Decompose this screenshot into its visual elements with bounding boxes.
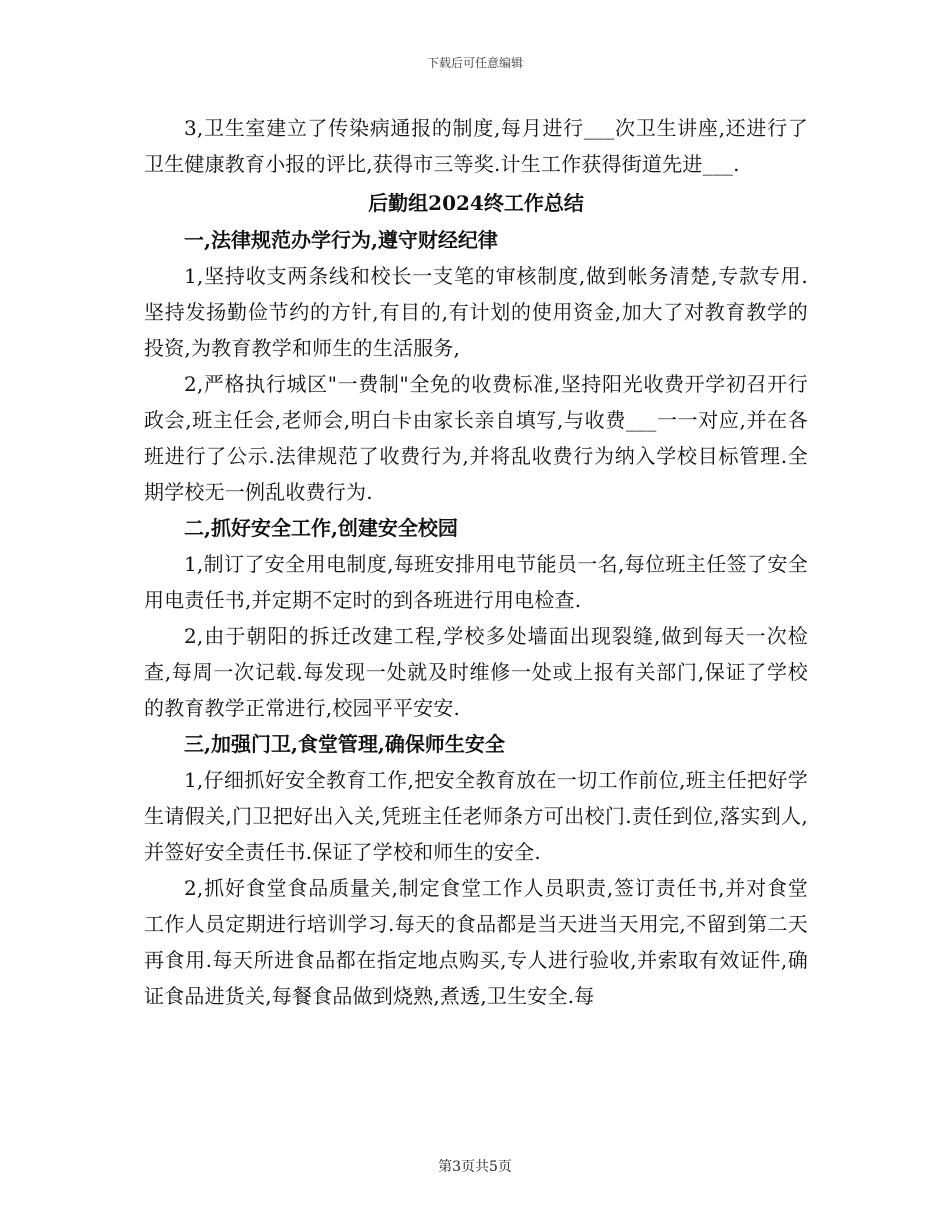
section-2-paragraph-1: 1,制订了安全用电制度,每班安排用电节能员一名,每位班主任签了安全用电责任书,并定期不定时的到各班进行用电检查. (144, 552, 808, 612)
section-3-paragraph-2: 2,抓好食堂食品质量关,制定食堂工作人员职责,签订责任书,并对食堂工作人员定期进行培训学习.每天的食品都是当天进当天用完,不留到第二天再食用.每天所进食品都在指定地点购买,专人进行验收,并索取有效证件,确证食品进货关,每餐食品做到烧熟,煮透,卫生安全.每 (144, 876, 808, 1008)
intro-paragraph: 3,卫生室建立了传染病通报的制度,每月进行___次卫生讲座,还进行了卫生健康教育小报的评比,获得市三等奖.计生工作获得街道先进___. (144, 116, 808, 176)
page-header-note: 下载后可任意编辑 (426, 56, 523, 70)
page-number: 第3页共5页 (438, 1159, 512, 1175)
section-3-paragraph-1: 1,仔细抓好安全教育工作,把安全教育放在一切工作前位,班主任把好学生请假关,门卫把好出入关,凭班主任老师条方可出校门.责任到位,落实到人,并签好安全责任书.保证了学校和师生的安全. (144, 768, 808, 864)
section-1-paragraph-1: 1,坚持收支两条线和校长一支笔的审核制度,做到帐务清楚,专款专用.坚持发扬勤俭节约的方针,有目的,有计划的使用资金,加大了对教育教学的投资,为教育教学和师生的生活服务, (144, 264, 808, 360)
section-1-paragraph-2: 2,严格执行城区"一费制"全免的收费标准,坚持阳光收费开学初召开行政会,班主任会,老师会,明白卡由家长亲自填写,与收费___一一对应,并在各班进行了公示.法律规范了收费行为,并将乱收费行为纳入学校目标管理.全期学校无一例乱收费行为. (144, 372, 808, 504)
section-heading-3: 三,加强门卫,食堂管理,确保师生安全 (184, 732, 505, 756)
document-body (144, 110, 808, 1014)
section-heading-2: 二,抓好安全工作,创建安全校园 (184, 516, 458, 540)
document-title: 后勤组2024终工作总结 (368, 191, 584, 215)
section-heading-1: 一,法律规范办学行为,遵守财经纪律 (184, 228, 498, 252)
section-2-paragraph-2: 2,由于朝阳的拆迁改建工程,学校多处墙面出现裂缝,做到每天一次检查,每周一次记载.每发现一处就及时维修一处或上报有关部门,保证了学校的教育教学正常进行,校园平平安安. (144, 624, 808, 720)
